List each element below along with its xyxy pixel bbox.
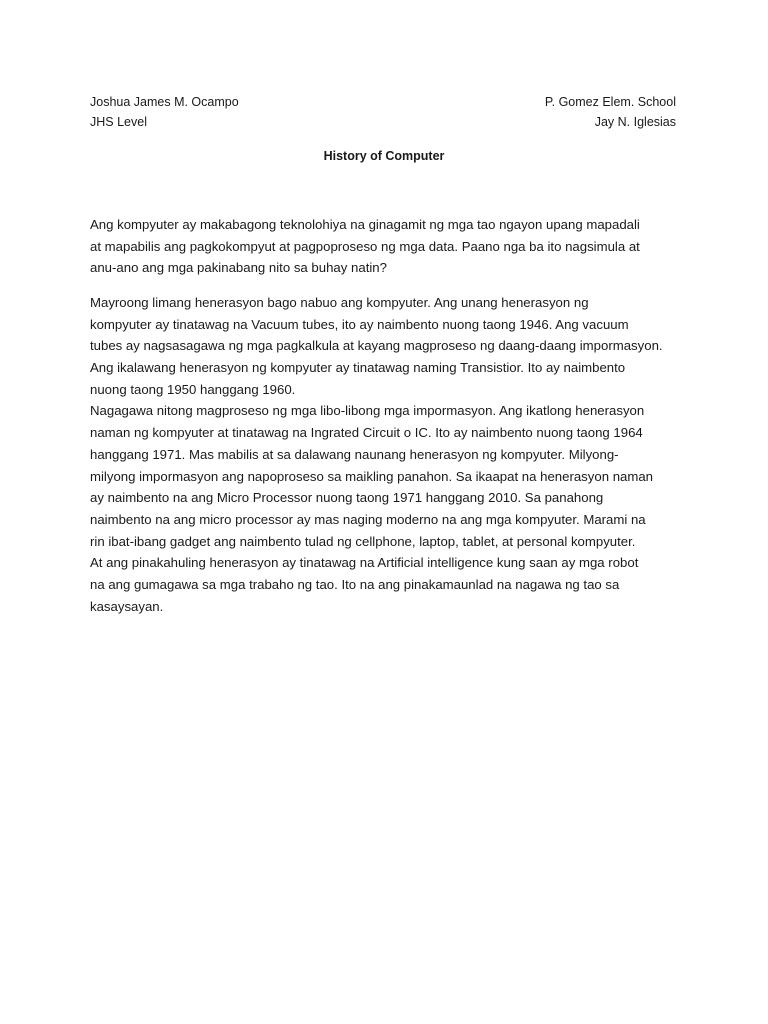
paragraph-line: milyong impormasyon ang napoproseso sa maikling panahon. Sa ikaapat na henerasyon naman <box>90 468 654 484</box>
paragraph-line: anu-ano ang mga pakinabang nito sa buhay natin? <box>90 260 387 276</box>
paragraph-line: at mapabilis ang pagkokompyut at pagpoproseso ng mga data. Paano nga ba ito nagsimula at <box>90 238 640 254</box>
header-row-2 <box>90 112 676 132</box>
paragraph-line: nuong taong 1950 hanggang 1960. <box>90 381 296 397</box>
document-title: History of Computer <box>323 149 445 163</box>
paragraph-line: kasaysayan. <box>90 598 164 614</box>
paragraph-generations <box>90 292 682 617</box>
paragraph-line: Ang kompyuter ay makabagong teknolohiya na ginagamit ng mga tao ngayon upang mapadali <box>90 217 640 232</box>
school-name: P. Gomez Elem. School <box>544 95 676 109</box>
paragraph-line: At ang pinakahuling henerasyon ay tinatawag na Artificial intelligence kung saan ay mga robot <box>90 555 639 571</box>
paragraph-line: ay naimbento na ang Micro Processor nuong taong 1971 hanggang 2010. Sa panahong <box>90 490 604 506</box>
grade-level: JHS Level <box>90 115 147 129</box>
paragraph-line: naimbento na ang micro processor ay mas naging moderno na ang mga kompyuter. Marami na <box>90 511 646 527</box>
paragraph-intro <box>90 214 682 279</box>
paragraph-line: na ang gumagawa sa mga trabaho ng tao. Ito na ang pinakamaunlad na nagawa ng tao sa <box>90 576 620 592</box>
paragraph-line: Nagagawa nitong magproseso ng mga libo-libong mga impormasyon. Ang ikatlong henerasyon <box>90 403 645 419</box>
paragraph-line: Ang ikalawang henerasyon ng kompyuter ay tinatawag naming Transistior. Ito ay naimbento <box>90 360 626 376</box>
paragraph-line: rin ibat-ibang gadget ang naimbento tulad ng cellphone, laptop, tablet, at personal kompyuter. <box>90 533 636 549</box>
paragraph-line: kompyuter ay tinatawag na Vacuum tubes, ito ay naimbento nuong taong 1946. Ang vacuum <box>90 316 629 332</box>
paragraph-line: naman ng kompyuter at tinatawag na Ingrated Circuit o IC. Ito ay naimbento nuong taong 1964 <box>90 425 643 441</box>
teacher-name: Jay N. Iglesias <box>594 115 676 129</box>
author-name: Joshua James M. Ocampo <box>90 95 239 109</box>
paragraph-line: hanggang 1971. Mas mabilis at sa dalawang naunang henerasyon ng kompyuter. Milyong- <box>90 446 619 462</box>
header-row-1 <box>90 92 676 112</box>
paragraph-line: Mayroong limang henerasyon bago nabuo ang kompyuter. Ang unang henerasyon ng <box>90 295 589 310</box>
paragraph-line: tubes ay nagsasagawa ng mga pagkalkula at kayang magproseso ng daang-daang impormasyon. <box>90 338 663 354</box>
